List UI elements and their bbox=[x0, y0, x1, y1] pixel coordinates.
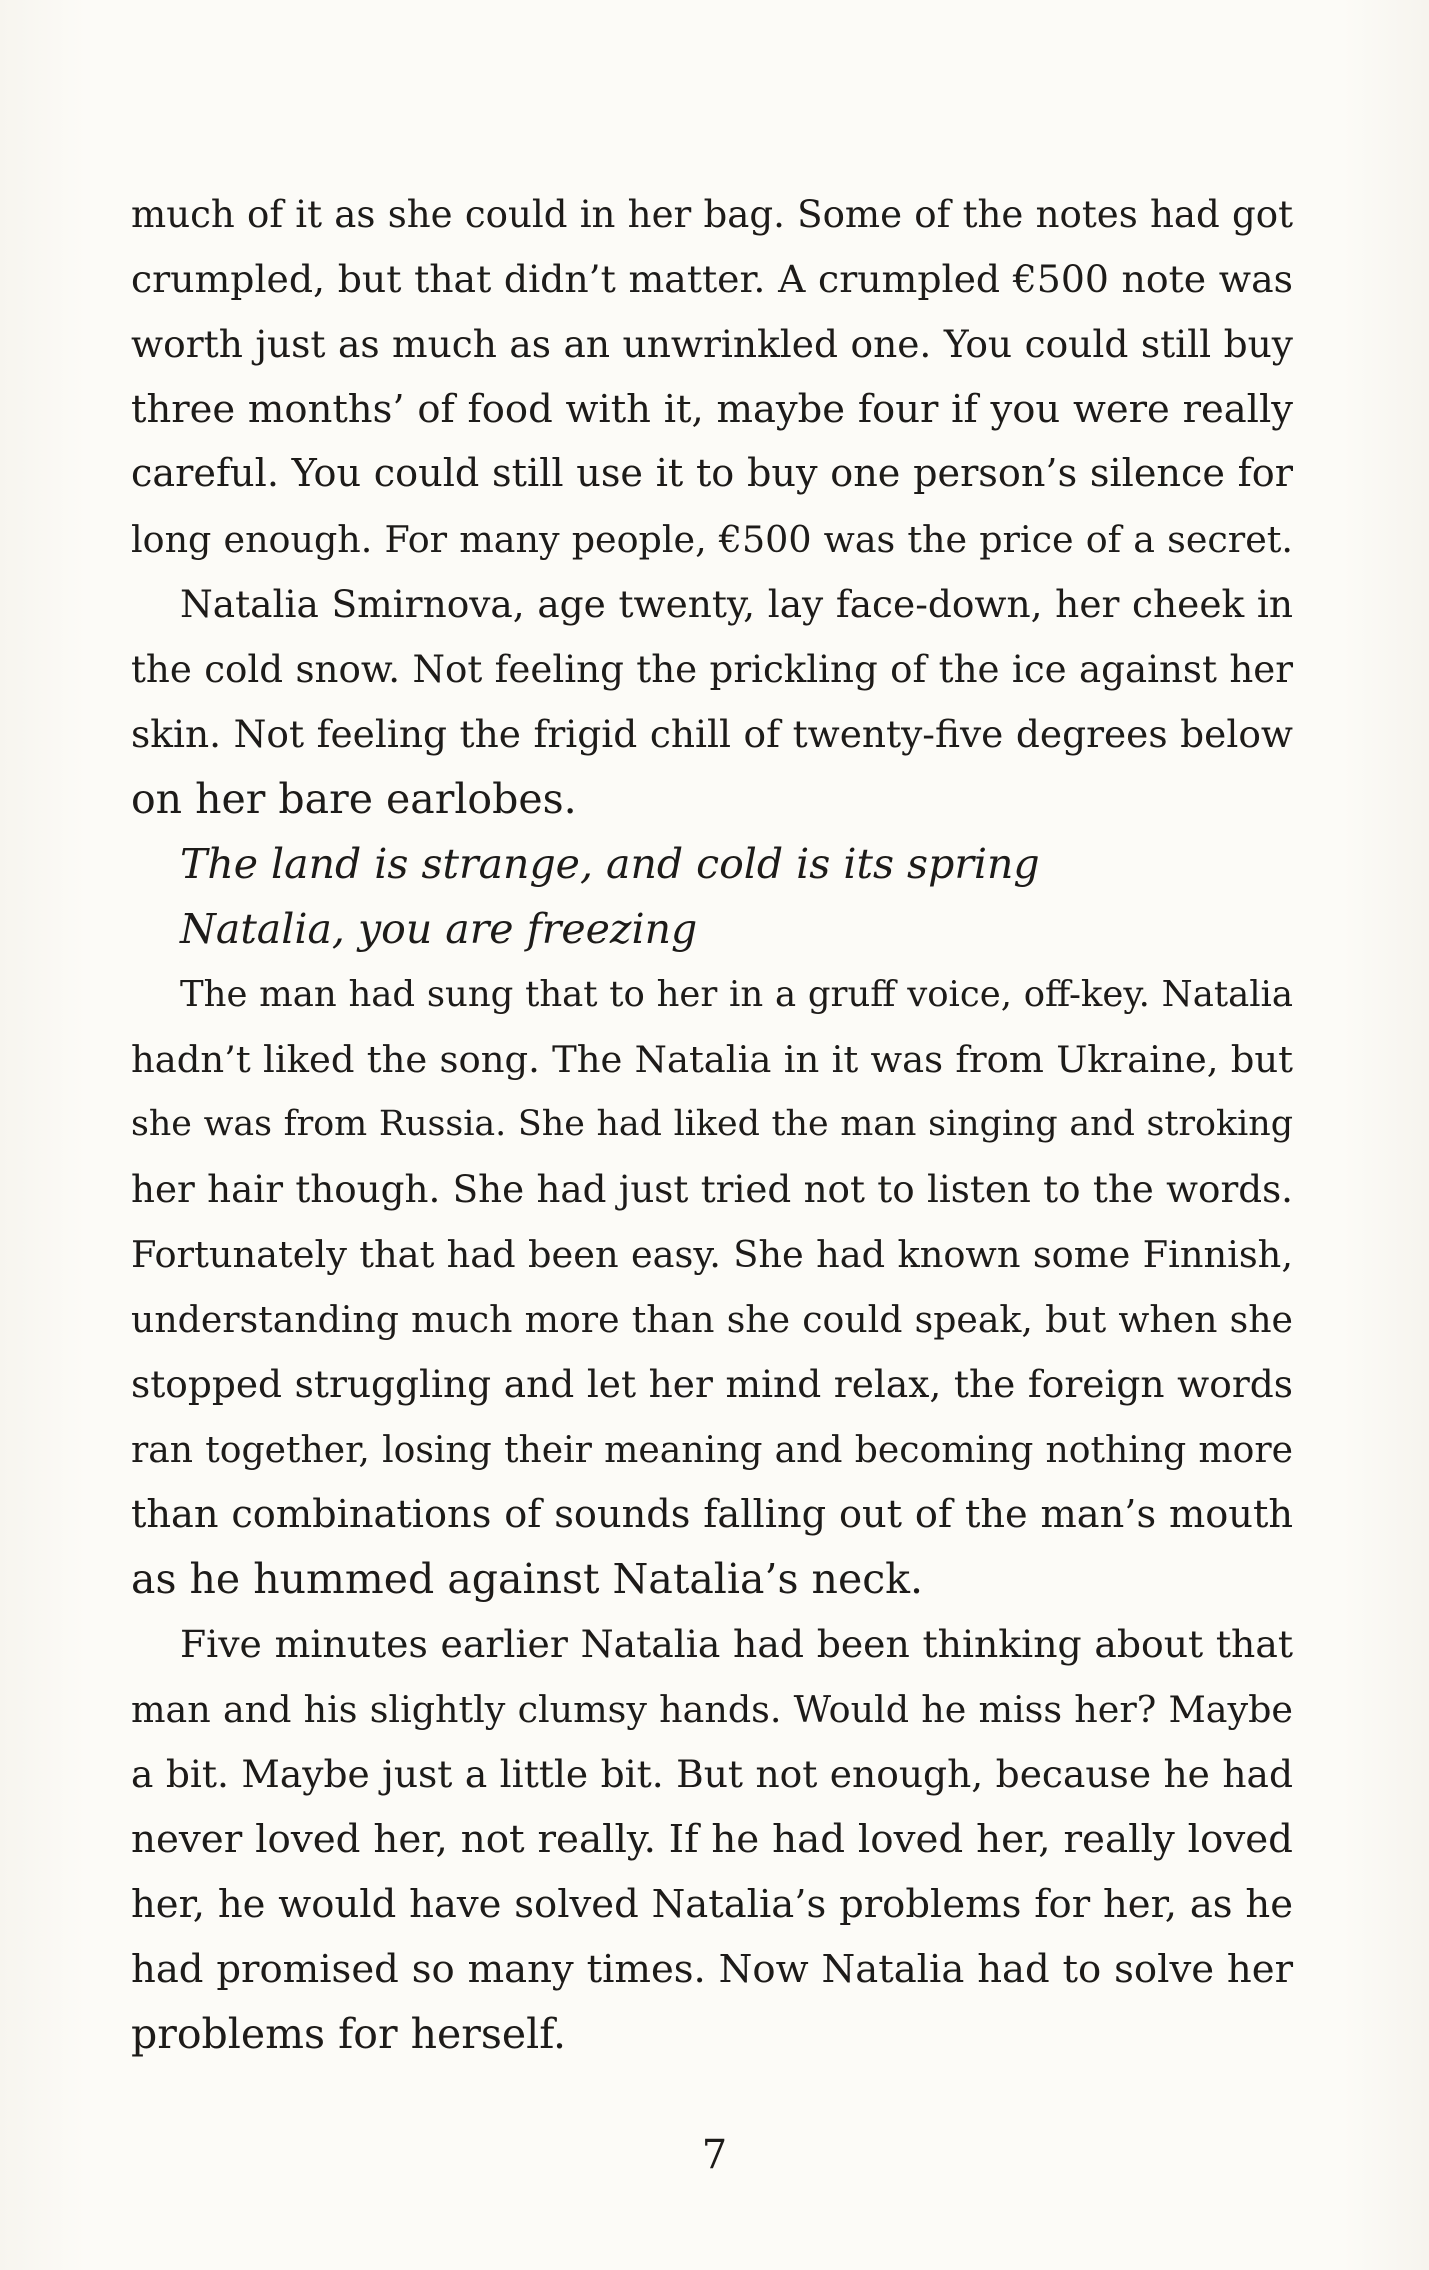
text-line: crumpled, but that didn’t matter. A crumpled €500 note was bbox=[131, 257, 1293, 301]
text-line: much of it as she could in her bag. Some of the notes had got bbox=[131, 193, 1293, 236]
text-line: ran together, losing their meaning and becoming nothing more bbox=[131, 1428, 1293, 1471]
text-line: skin. Not feeling the frigid chill of twenty-five degrees below bbox=[131, 712, 1293, 756]
text-line: three months’ of food with it, maybe four if you were really bbox=[131, 387, 1293, 432]
text-line: problems for herself. bbox=[131, 2010, 567, 2058]
text-line: Five minutes earlier Natalia had been thinking about that bbox=[180, 1622, 1293, 1666]
text-line: worth just as much as an unwrinkled one. You could still buy bbox=[131, 322, 1293, 366]
text-line: The man had sung that to her in a gruff voice, off-key. Natalia bbox=[180, 974, 1293, 1015]
text-line: the cold snow. Not feeling the prickling of the ice against her bbox=[131, 647, 1293, 691]
text-line: her, he would have solved Natalia’s problems for her, as he bbox=[131, 1882, 1293, 1927]
text-line: careful. You could still use it to buy one person’s silence for bbox=[131, 452, 1293, 496]
page-number: 7 bbox=[701, 2132, 728, 2178]
text-line: man and his slightly clumsy hands. Would he miss her? Maybe bbox=[131, 1688, 1293, 1731]
text-line: never loved her, not really. If he had loved her, really loved bbox=[131, 1817, 1293, 1862]
text-line: than combinations of sounds falling out of the man’s mouth bbox=[131, 1492, 1293, 1537]
text-line: as he hummed against Natalia’s neck. bbox=[131, 1555, 924, 1603]
text-line: on her bare earlobes. bbox=[131, 775, 577, 823]
text-line: understanding much more than she could speak, but when she bbox=[131, 1298, 1293, 1341]
text-line: long enough. For many people, €500 was the price of a secret. bbox=[131, 518, 1293, 561]
page-body-text bbox=[131, 182, 1293, 2067]
text-line: Natalia Smirnova, age twenty, lay face-down, her cheek in bbox=[180, 582, 1293, 626]
text-line: she was from Russia. She had liked the man singing and stroking bbox=[131, 1104, 1293, 1144]
text-line: Fortunately that had been easy. She had known some Finnish, bbox=[131, 1233, 1293, 1276]
text-line: had promised so many times. Now Natalia had to solve her bbox=[131, 1947, 1293, 1992]
text-line: her hair though. She had just tried not to listen to the words. bbox=[131, 1167, 1293, 1211]
song-lyric-line: Natalia, you are freezing bbox=[180, 905, 698, 953]
song-lyric-line: The land is strange, and cold is its spring bbox=[180, 840, 1040, 888]
text-line: stopped struggling and let her mind relax, the foreign words bbox=[131, 1362, 1293, 1406]
text-line: a bit. Maybe just a little bit. But not enough, because he had bbox=[131, 1752, 1293, 1796]
text-line: hadn’t liked the song. The Natalia in it was from Ukraine, but bbox=[131, 1038, 1293, 1081]
